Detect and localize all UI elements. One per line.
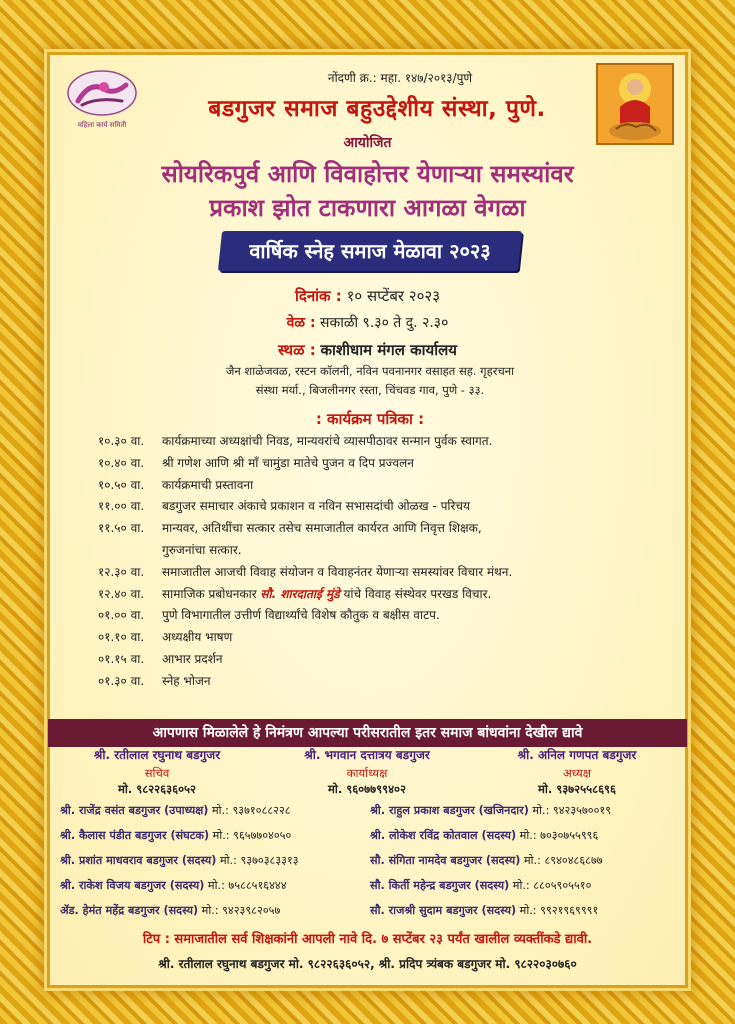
officer-name: श्री. भगवान दत्तात्रय बडगुजर (304, 748, 430, 762)
officer-role: सचिव (144, 766, 170, 780)
schedule-time: ०१.३० वा. (98, 673, 145, 688)
program-schedule (98, 433, 658, 695)
schedule-row (98, 564, 658, 580)
officer-executive-president (262, 745, 472, 797)
member-name: श्री. राजेंद्र वसंत बडगुजर (उपाध्यक्ष) (60, 804, 209, 817)
date-value: १० सप्टेंबर २०२३ (346, 287, 441, 305)
speaker-highlight: सौ. शारदाताई मुंडे (260, 586, 340, 601)
officer-secretary (52, 745, 262, 797)
schedule-desc: समाजातील आजची विवाह संयोजन व विवाहनंतर येणाऱ्या समस्यांवर विचार मंथन. (162, 564, 513, 579)
member-row (60, 803, 365, 828)
member-name: श्री. राकेश विजय बडगुजर (सदस्य) (60, 879, 205, 892)
members-right-column (370, 803, 680, 928)
schedule-time: १०.४० वा. (98, 455, 145, 470)
member-row (60, 903, 365, 928)
schedule-desc: श्री गणेश आणि श्री माँ चामुंडा मातेचे पुजन व दिप प्रज्वलन (162, 455, 414, 470)
schedule-row (98, 607, 658, 623)
date-label: दिनांक : (294, 287, 342, 305)
member-name: सौ. किर्ती महेन्द्र बडगुजर (सदस्य) (370, 879, 510, 892)
member-mobile: मो.: ८९४०४८६८७७ (523, 854, 603, 867)
member-name: श्री. राहुल प्रकाश बडगुजर (खजिनदार) (370, 804, 529, 817)
officer-president (472, 745, 682, 797)
schedule-desc: स्नेह भोजन (162, 673, 211, 688)
time-value: सकाळी ९.३० ते दु. २.३० (320, 315, 449, 331)
member-name: ॲड. हेमंत महेंद्र बडगुजर (सदस्य) (60, 904, 199, 917)
schedule-row (98, 477, 658, 493)
member-name: सौ. संगिता नामदेव बडगुजर (सदस्य) (370, 854, 521, 867)
member-row (370, 828, 680, 853)
venue-value: काशीधाम मंगल कार्यालय (320, 341, 457, 359)
officer-mobile: मो. ९३७२५५८६९६ (537, 782, 617, 796)
event-title: वार्षिक स्नेह समाज मेळावा २०२३ (249, 239, 491, 263)
member-row (370, 903, 680, 928)
schedule-time: ०१.१० वा. (98, 630, 145, 645)
schedule-time: ११.०० वा. (98, 499, 145, 514)
member-mobile: मो.: ९९२१९६९९९१ (519, 904, 599, 917)
schedule-desc (162, 586, 658, 602)
schedule-time: ११.५० वा. (98, 521, 145, 536)
card-inner-panel (50, 55, 685, 985)
schedule-time: ०१.१५ वा. (98, 651, 145, 666)
invitation-share-banner: आपणास मिळालेले हे निमंत्रण आपल्या परीसरातील इतर समाज बांधवांना देखील द्यावे (48, 719, 687, 747)
member-row (60, 853, 365, 878)
event-title-banner (218, 231, 522, 271)
footer-tip: टिप : समाजातील सर्व शिक्षकांनी आपली नावे दि. ७ सप्टेंबर २३ पर्यंत खालील व्यक्तींकडे द्यावी. (142, 932, 593, 947)
event-time (65, 313, 670, 332)
schedule-row (98, 455, 658, 471)
schedule-time: १२.४० वा. (98, 586, 145, 601)
venue-address-line-1: जैन शाळेजवळ, रस्टन कॉलनी, नविन पवनानगर वसाहत सह. गृहरचना (225, 364, 515, 378)
member-row (370, 803, 680, 828)
logo-caption: महिला कार्य समिती (77, 121, 127, 129)
organization-name: बडगुजर समाज बहुउद्देशीय संस्था, पुणे. (208, 96, 546, 122)
schedule-desc: कार्यक्रमाची प्रस्तावना (162, 477, 254, 492)
organized-by-label: आयोजित (343, 135, 392, 151)
schedule-desc: गुरुजनांचा सत्कार. (162, 542, 242, 557)
officer-role: अध्यक्ष (562, 766, 592, 780)
schedule-row (98, 586, 658, 602)
member-mobile: मो.: ९४२३९८२०५७ (201, 904, 281, 917)
member-name: सौ. राजश्री सुदाम बडगुजर (सदस्य) (370, 904, 517, 917)
schedule-time: १२.३० वा. (98, 564, 145, 579)
schedule-time: ०१.०० वा. (98, 608, 145, 623)
venue-label: स्थळ : (278, 341, 316, 359)
schedule-time: १०.५० वा. (98, 477, 145, 492)
time-label: वेळ : (286, 315, 316, 331)
member-row (60, 828, 365, 853)
member-mobile: मो.: ९३७१०८८२२८ (211, 804, 291, 817)
headline-line-2: प्रकाश झोत टाकणारा आगळा वेगळा (209, 194, 526, 222)
member-mobile: मो.: ९४२३५७००१९ (532, 804, 612, 817)
member-mobile: मो.: ७०३०७५५९९६ (519, 829, 599, 842)
member-mobile: मो.: ९३७०३८३३१३ (219, 854, 299, 867)
member-row (370, 878, 680, 903)
member-mobile: मो.: ९६५७७०४०५० (212, 829, 292, 842)
schedule-row (98, 542, 658, 558)
member-name: श्री. प्रशांत माधवराव बडगुजर (सदस्य) (60, 854, 217, 867)
organization-logo (64, 67, 140, 129)
member-mobile: मो.: ८८०५९०५५१० (512, 879, 592, 892)
officer-mobile: मो. ९८२२६३६०५२ (117, 782, 197, 796)
schedule-desc: कार्यक्रमाच्या अध्यक्षांची निवड, मान्यवरांचे व्यासपीठावर सन्मान पुर्वक स्वागत. (162, 434, 493, 448)
schedule-row (98, 629, 658, 645)
schedule-row (98, 433, 658, 449)
footer-contacts: श्री. रतीलाल रघुनाथ बडगुजर मो. ९८२२६३६०५२, श्री. प्रदिप त्र्यंबक बडगुजर मो. ९८२२०३०७६० (158, 957, 577, 971)
schedule-desc: मान्यवर, अतिथींचा सत्कार तसेच समाजातील कार्यरत आणि निवृत्त शिक्षक, (162, 521, 482, 536)
member-mobile: मो.: ७५८८५१६४४४ (207, 879, 287, 892)
venue-address-line-2: संस्था मर्या., बिजलीनगर रस्ता, चिंचवड गाव, पुणे - ३३. (255, 383, 485, 397)
event-date (65, 286, 670, 306)
schedule-desc: बडगुजर समाचार अंकाचे प्रकाशन व नविन सभासदांची ओळख - परिचय (162, 499, 470, 514)
member-row (370, 853, 680, 878)
officer-role: कार्याध्यक्ष (346, 766, 388, 780)
member-name: श्री. कैलास पंडीत बडगुजर (संघटक) (60, 829, 210, 842)
schedule-desc-part: यांचे विवाह संस्थेवर परखड विचार. (339, 586, 492, 601)
officer-name: श्री. रतीलाल रघुनाथ बडगुजर (93, 748, 221, 762)
schedule-time: १०.३० वा. (98, 434, 145, 448)
member-row (60, 878, 365, 903)
members-left-column (60, 803, 365, 928)
schedule-row (98, 673, 658, 689)
schedule-desc: आभार प्रदर्शन (162, 651, 223, 666)
registration-number: नोंदणी क्र.: महा. १४७/२०१३/पुणे (327, 71, 473, 85)
schedule-desc-part: सामाजिक प्रबोधनकार (162, 586, 261, 601)
member-name: श्री. लोकेश रविंद्र कोतवाल (सदस्य) (370, 829, 517, 842)
headline-line-1: सोयरिकपुर्व आणि विवाहोत्तर येणाऱ्या समस्यांवर (161, 160, 574, 188)
schedule-desc: अध्यक्षीय भाषण (162, 630, 233, 645)
officer-mobile: मो. ९६०७७९९४०२ (327, 782, 407, 796)
event-venue (65, 340, 670, 360)
officer-name: श्री. अनिल गणपत बडगुजर (517, 748, 637, 762)
schedule-row (98, 651, 658, 667)
schedule-row (98, 498, 658, 514)
program-title: : कार्यक्रम पत्रिका : (315, 410, 425, 428)
schedule-time (98, 542, 162, 558)
schedule-row (98, 520, 658, 536)
schedule-desc: पुणे विभागातील उत्तीर्ण विद्यार्थ्यांचे विशेष कौतुक व बक्षीस वाटप. (162, 608, 440, 623)
